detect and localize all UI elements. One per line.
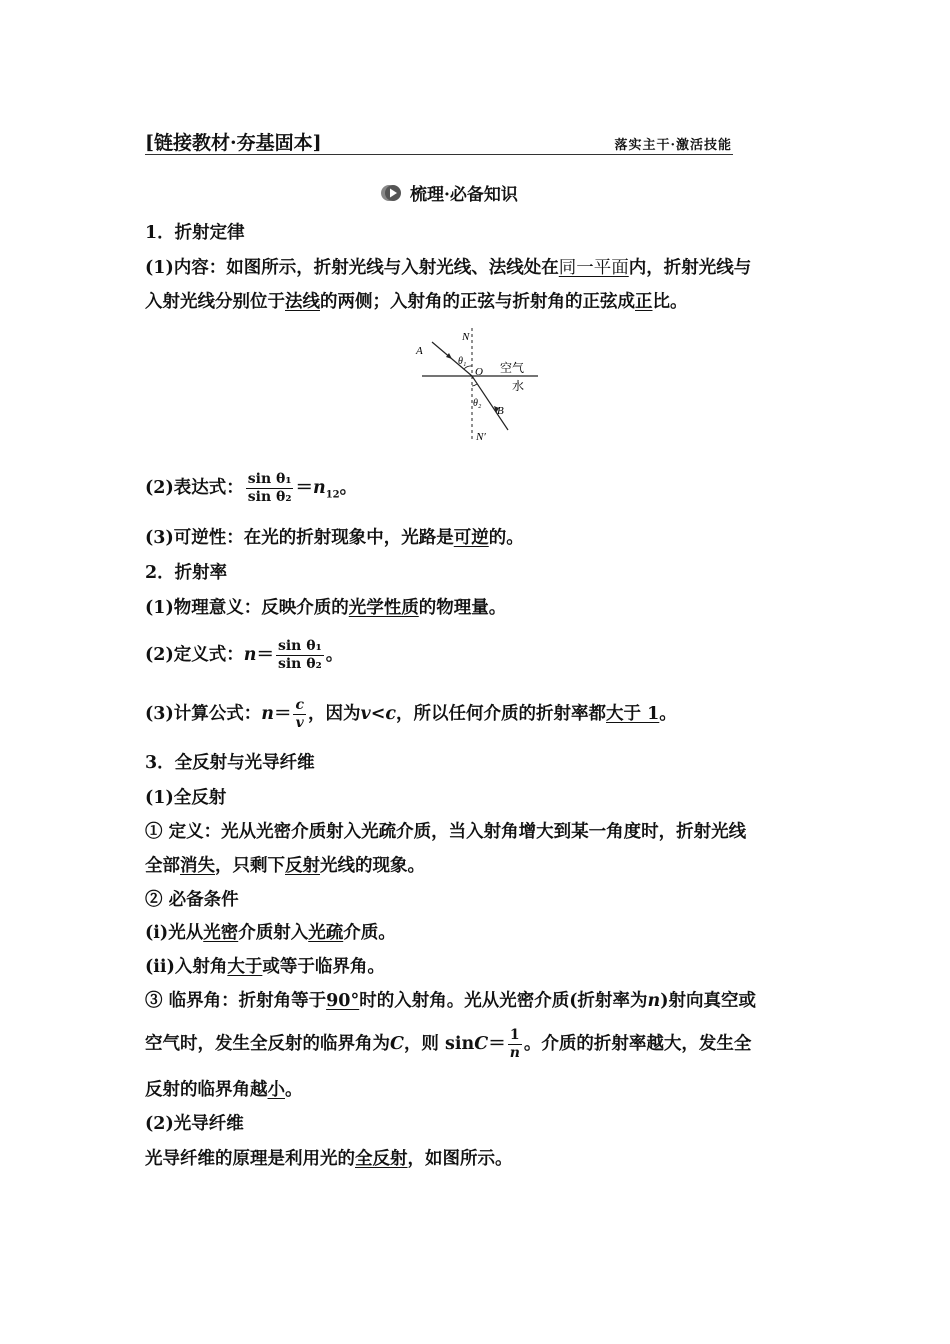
- crit3-lead: 反射的临界角越: [145, 1080, 268, 1100]
- crit2-fraction: [508, 1027, 522, 1062]
- expr-n: n: [312, 478, 326, 498]
- subheading-total-reflection: (1)全反射: [145, 788, 227, 808]
- definition-line-2: [145, 855, 810, 877]
- expr-sub: 12: [325, 489, 340, 501]
- answer-optically-sparse: 光疏: [308, 923, 344, 943]
- angle-arc-2: [472, 384, 477, 386]
- meaning-tail: 的物理量。: [418, 598, 507, 618]
- crit1-lead: ③ 临界角：折射角等于: [145, 991, 327, 1011]
- optical-fiber-line: [145, 1148, 810, 1170]
- answer-reversible: 可逆: [453, 528, 489, 548]
- def-n: n: [243, 645, 257, 665]
- header-right-title: 落实主干·激活技能: [614, 138, 732, 153]
- calc-eq: ＝: [273, 704, 292, 724]
- content2-tail: 比。: [652, 292, 688, 312]
- def-eq: ＝: [256, 645, 274, 665]
- meaning-lead: (1)物理意义：反映介质的: [145, 598, 349, 618]
- calc-denominator: v: [295, 715, 304, 731]
- header-rule: [145, 154, 733, 155]
- answer-smaller: 小: [267, 1080, 285, 1100]
- def-lead: (2)定义式：: [145, 645, 244, 665]
- crit3-tail: 。: [285, 1080, 303, 1100]
- expr-lead: (2)表达式：: [145, 478, 244, 498]
- label-A: A: [416, 345, 423, 357]
- condition-ii: [145, 956, 810, 978]
- crit2-C2: C: [474, 1034, 489, 1054]
- refraction-diagram: [410, 324, 540, 448]
- critical-angle-line-2: [145, 1022, 810, 1066]
- answer-direct: 正: [635, 292, 653, 312]
- heading-refractive-index: 2．折射率: [145, 563, 228, 583]
- fiber-lead: 光导纤维的原理是利用光的: [145, 1149, 355, 1169]
- label-N-prime: N′: [476, 431, 486, 443]
- cond-i-tail: 介质。: [343, 923, 396, 943]
- play-icon: [380, 184, 402, 202]
- crit2-mid: ，则 sin: [403, 1034, 475, 1054]
- reversibility-line: [145, 527, 810, 549]
- crit2-denominator: n: [509, 1045, 520, 1061]
- crit2-lead: 空气时，发生全反射的临界角为: [145, 1034, 390, 1054]
- calc-n: n: [261, 704, 274, 724]
- answer-optically-dense: 光密: [203, 923, 239, 943]
- def2-lead: 全部: [145, 856, 180, 876]
- crit2-eq: ＝: [488, 1034, 506, 1054]
- crit2-tail: 。介质的折射率越大，发生全: [523, 1034, 752, 1054]
- critical-angle-line-1: [145, 990, 810, 1012]
- condition-heading: ② 必备条件: [145, 890, 239, 910]
- label-theta2: θ₂: [473, 398, 482, 409]
- crit1-n: n: [647, 991, 661, 1011]
- condition-i: [145, 922, 810, 944]
- calculation-line: [145, 692, 810, 736]
- label-O: O: [475, 366, 483, 378]
- expr-denominator: sin θ₂: [247, 489, 292, 505]
- calc-mid1: ，因为: [308, 704, 361, 724]
- answer-greater-than-one: 大于 1: [606, 704, 660, 724]
- calc-lead: (3)计算公式：: [145, 704, 262, 724]
- subheading-optical-fiber: (2)光导纤维: [145, 1114, 244, 1134]
- fiber-tail: ，如图所示。: [407, 1149, 513, 1169]
- calc-lt: <: [370, 704, 386, 724]
- content-mid: 内，折射光线与: [628, 258, 752, 278]
- cond-ii-lead: (ⅱ)入射角: [145, 957, 228, 977]
- expr-numerator: sin θ₁: [247, 471, 292, 487]
- expr-eq: ＝: [295, 478, 313, 498]
- answer-greater: 大于: [227, 957, 263, 977]
- definition-line: [145, 633, 810, 677]
- expression-line: [145, 466, 810, 518]
- meaning-line: [145, 597, 810, 619]
- critical-angle-line-3: [145, 1079, 810, 1101]
- crit2-numerator: 1: [509, 1027, 520, 1043]
- content-line-2: [145, 291, 810, 313]
- label-water: 水: [512, 379, 525, 393]
- label-N: N: [462, 331, 470, 343]
- definition-line-1: ① 定义：光从光密介质射入光疏介质，当入射角增大到某一角度时，折射光线: [145, 822, 747, 842]
- def-fraction: [276, 638, 324, 673]
- answer-vanish: 消失: [180, 856, 215, 876]
- content2-lead: 入射光线分别位于: [145, 292, 285, 312]
- def-numerator: sin θ₁: [277, 638, 322, 654]
- section-heading: [380, 180, 518, 205]
- answer-total-reflection: 全反射: [355, 1149, 408, 1169]
- cond-i-lead: (ⅰ)光从: [145, 923, 204, 943]
- answer-normal: 法线: [285, 292, 320, 312]
- answer-same-plane: 同一平面: [558, 258, 629, 278]
- content2-mid: 的两侧；入射角的正弦与折射角的正弦成: [320, 292, 635, 312]
- crit1-tail: )射向真空或: [660, 991, 756, 1011]
- calc-fraction: [293, 697, 306, 732]
- label-air: 空气: [500, 361, 525, 375]
- heading-refraction-law: 1．折射定律: [145, 223, 245, 243]
- cond-ii-tail: 或等于临界角。: [262, 957, 385, 977]
- content-lead: (1)内容：如图所示，折射光线与入射光线、法线处在: [145, 258, 559, 278]
- answer-90-degrees: 90°: [326, 991, 360, 1011]
- def-tail: 。: [325, 645, 344, 665]
- content-line-1: [145, 257, 810, 279]
- def2-mid: ，只剩下: [215, 856, 285, 876]
- section-title: 梳理·必备知识: [410, 185, 518, 205]
- heading-total-reflection: 3．全反射与光导纤维: [145, 753, 315, 773]
- calc-mid2: ，所以任何介质的折射率都: [396, 704, 607, 724]
- label-theta1: θ₁: [458, 356, 467, 367]
- def-denominator: sin θ₂: [277, 656, 322, 672]
- calc-numerator: c: [295, 697, 305, 713]
- rev-lead: (3)可逆性：在光的折射现象中，光路是: [145, 528, 454, 548]
- crit2-C: C: [390, 1034, 404, 1054]
- calc-c: c: [385, 704, 397, 724]
- answer-optical-property: 光学性质: [348, 598, 419, 618]
- expr-tail: 。: [339, 478, 358, 498]
- answer-reflect: 反射: [285, 856, 320, 876]
- header-left-title: [链接教材·夯基固本]: [145, 132, 322, 154]
- calc-tail: 。: [659, 704, 677, 724]
- rev-tail: 的。: [488, 528, 524, 548]
- cond-i-mid: 介质射入: [238, 923, 309, 943]
- label-B: B: [497, 405, 504, 417]
- crit1-mid: 时的入射角。光从光密介质(折射率为: [359, 991, 648, 1011]
- def2-tail: 光线的现象。: [320, 856, 425, 876]
- calc-v: v: [360, 704, 371, 724]
- expr-fraction: [246, 471, 294, 506]
